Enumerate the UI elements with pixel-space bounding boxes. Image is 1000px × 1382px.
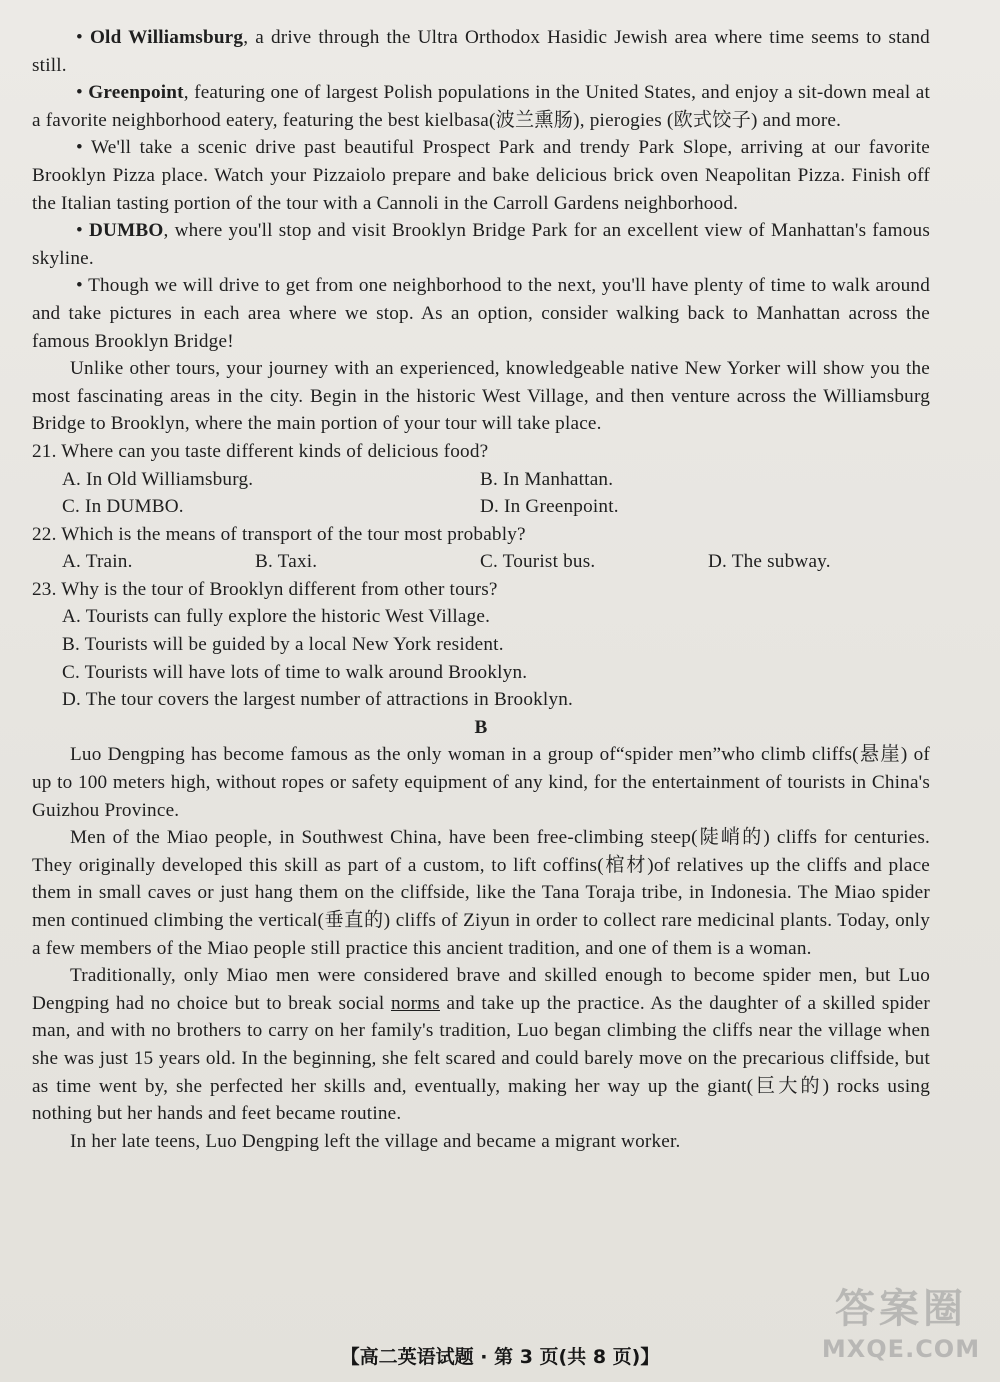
question-21-option-a: A. In Old Williamsburg. xyxy=(62,468,254,490)
bullet-text: , a drive through the Ultra Orthodox Hasidic Jewish area where time seems to stand still. xyxy=(32,27,930,76)
bullet-heading: Old Williamsburg xyxy=(89,27,244,48)
question-22-option-b: B. Taxi. xyxy=(255,551,318,573)
question-23-option-d: D. The tour covers the largest number of attractions in Brooklyn. xyxy=(62,689,574,711)
passage-b-paragraph-2: Men of the Miao people, in Southwest China, have been free-climbing steep(陡峭的) cliffs for centuries. They originally developed this skill as part of a custom, to lift coffins(棺材)of relatives up the cliffs and place them in small caves or just hang them on the cliffside, like the Tana Toraja tribe, in Indonesia. The Miao spider men continued climbing the vertical(垂直的) cliffs of Ziyun in order to collect rare medicinal plants. Today, only a few members of the Miao people still practice this ancient tradition, and one of them is a woman. xyxy=(32,827,930,959)
bullet-old-williamsburg: • Old Williamsburg, a drive through the Ultra Orthodox Hasidic Jewish area where time seems to stand still. xyxy=(32,27,930,76)
passage-b-paragraph-3 xyxy=(32,962,930,1128)
bullet-walking: • Though we will drive to get from one neighborhood to the next, you'll have plenty of time to walk around and take pictures in each area where we stop. As an option, consider walking back to Manhattan across the famous Brooklyn Bridge! xyxy=(32,275,930,352)
question-22-options xyxy=(32,548,930,576)
closing-paragraph: Unlike other tours, your journey with an experienced, knowledgeable native New Yorker will show you the most fascinating areas in the city. Begin in the historic West Village, and then venture across the Williamsburg Bridge to Brooklyn, where the main portion of your tour will take place. xyxy=(32,358,930,435)
bullet-dumbo: • DUMBO, where you'll stop and visit Brooklyn Bridge Park for an excellent view of Manhattan's famous skyline. xyxy=(32,220,930,269)
watermark-en: MXQE.COM xyxy=(821,1335,981,1363)
question-21-options-row1 xyxy=(32,466,930,494)
question-21-option-b: B. In Manhattan. xyxy=(480,468,614,490)
bullet-text: Though we will drive to get from one neighborhood to the next, you'll have plenty of time to walk around and take pictures in each area where we stop. As an option, consider walking back to Manhattan across the famous Brooklyn Bridge! xyxy=(32,275,930,352)
question-22-option-c: C. Tourist bus. xyxy=(480,551,596,573)
question-21-stem: 21. Where can you taste different kinds of delicious food? xyxy=(32,440,489,462)
page-footer: 【高二英语试题 · 第 3 页(共 8 页)】 xyxy=(340,1346,660,1368)
question-22-option-d: D. The subway. xyxy=(708,551,831,573)
section-b-label: B xyxy=(474,716,488,738)
paragraph-text: and take up the practice. As the daughter of a skilled spider man, and with no brothers to carry on her family's tradition, Luo began climbing the cliffs near the village when she was just 15 years old. In the beginning, she felt scared and could barely move on the precarious cliffside, but as time went by, she perfected her skills and, eventually, making her way up the giant(巨大的) rocks using nothing but her hands and feet became routine. xyxy=(32,992,930,1125)
passage-b-paragraph-4: In her late teens, Luo Dengping left the village and became a migrant worker. xyxy=(70,1130,681,1152)
question-23-option-b: B. Tourists will be guided by a local New York resident. xyxy=(62,634,504,656)
question-22-option-a: A. Train. xyxy=(62,551,133,573)
bullet-text: , where you'll stop and visit Brooklyn Bridge Park for an excellent view of Manhattan's famous skyline. xyxy=(32,220,930,269)
bullet-greenpoint: • Greenpoint, featuring one of largest Polish populations in the United States, and enjoy a sit-down meal at a favorite neighborhood eatery, featuring the best kielbasa(波兰熏肠), pierogies (欧式饺子) and more. xyxy=(32,82,930,131)
question-21-option-d: D. In Greenpoint. xyxy=(480,496,619,518)
question-21-option-c: C. In DUMBO. xyxy=(62,496,184,518)
question-23-option-c: C. Tourists will have lots of time to walk around Brooklyn. xyxy=(62,661,528,683)
paragraph-text: Traditionally, only Miao men were considered brave and skilled enough to become spider men, but Luo Dengping had no choice but to break social xyxy=(32,965,930,1014)
question-23-option-a: A. Tourists can fully explore the historic West Village. xyxy=(62,606,491,628)
page-content xyxy=(32,24,930,1155)
underlined-word-norms: norms xyxy=(391,992,440,1014)
bullet-heading: DUMBO xyxy=(88,220,164,242)
bullet-text: , featuring one of largest Polish populations in the United States, and enjoy a sit-down meal at a favorite neighborhood eatery, featuring the best kielbasa(波兰熏肠), pierogies (欧式饺子) and more. xyxy=(32,82,930,131)
question-21-options-row2 xyxy=(32,493,930,521)
bullet-heading: Greenpoint xyxy=(88,82,184,104)
question-23-stem: 23. Why is the tour of Brooklyn different from other tours? xyxy=(32,578,498,600)
question-22-stem: 22. Which is the means of transport of the tour most probably? xyxy=(32,523,526,545)
bullet-text: We'll take a scenic drive past beautiful Prospect Park and trendy Park Slope, arriving at our favorite Brooklyn Pizza place. Watch your Pizzaiolo prepare and bake delicious brick oven Neapolitan Pizza. Finish off the Italian tasting portion of the tour with a Cannoli in the Carroll Gardens neighborhood. xyxy=(32,137,930,214)
watermark-cn: 答案圈 xyxy=(835,1286,967,1332)
bullet-pizza: • We'll take a scenic drive past beautiful Prospect Park and trendy Park Slope, arriving at our favorite Brooklyn Pizza place. Watch your Pizzaiolo prepare and bake delicious brick oven Neapolitan Pizza. Finish off the Italian tasting portion of the tour with a Cannoli in the Carroll Gardens neighborhood. xyxy=(32,137,930,214)
passage-b-paragraph-1: Luo Dengping has become famous as the only woman in a group of“spider men”who climb cliffs(悬崖) of up to 100 meters high, without ropes or safety equipment of any kind, for the entertainment of tourists in China's Guizhou Province. xyxy=(32,744,930,821)
